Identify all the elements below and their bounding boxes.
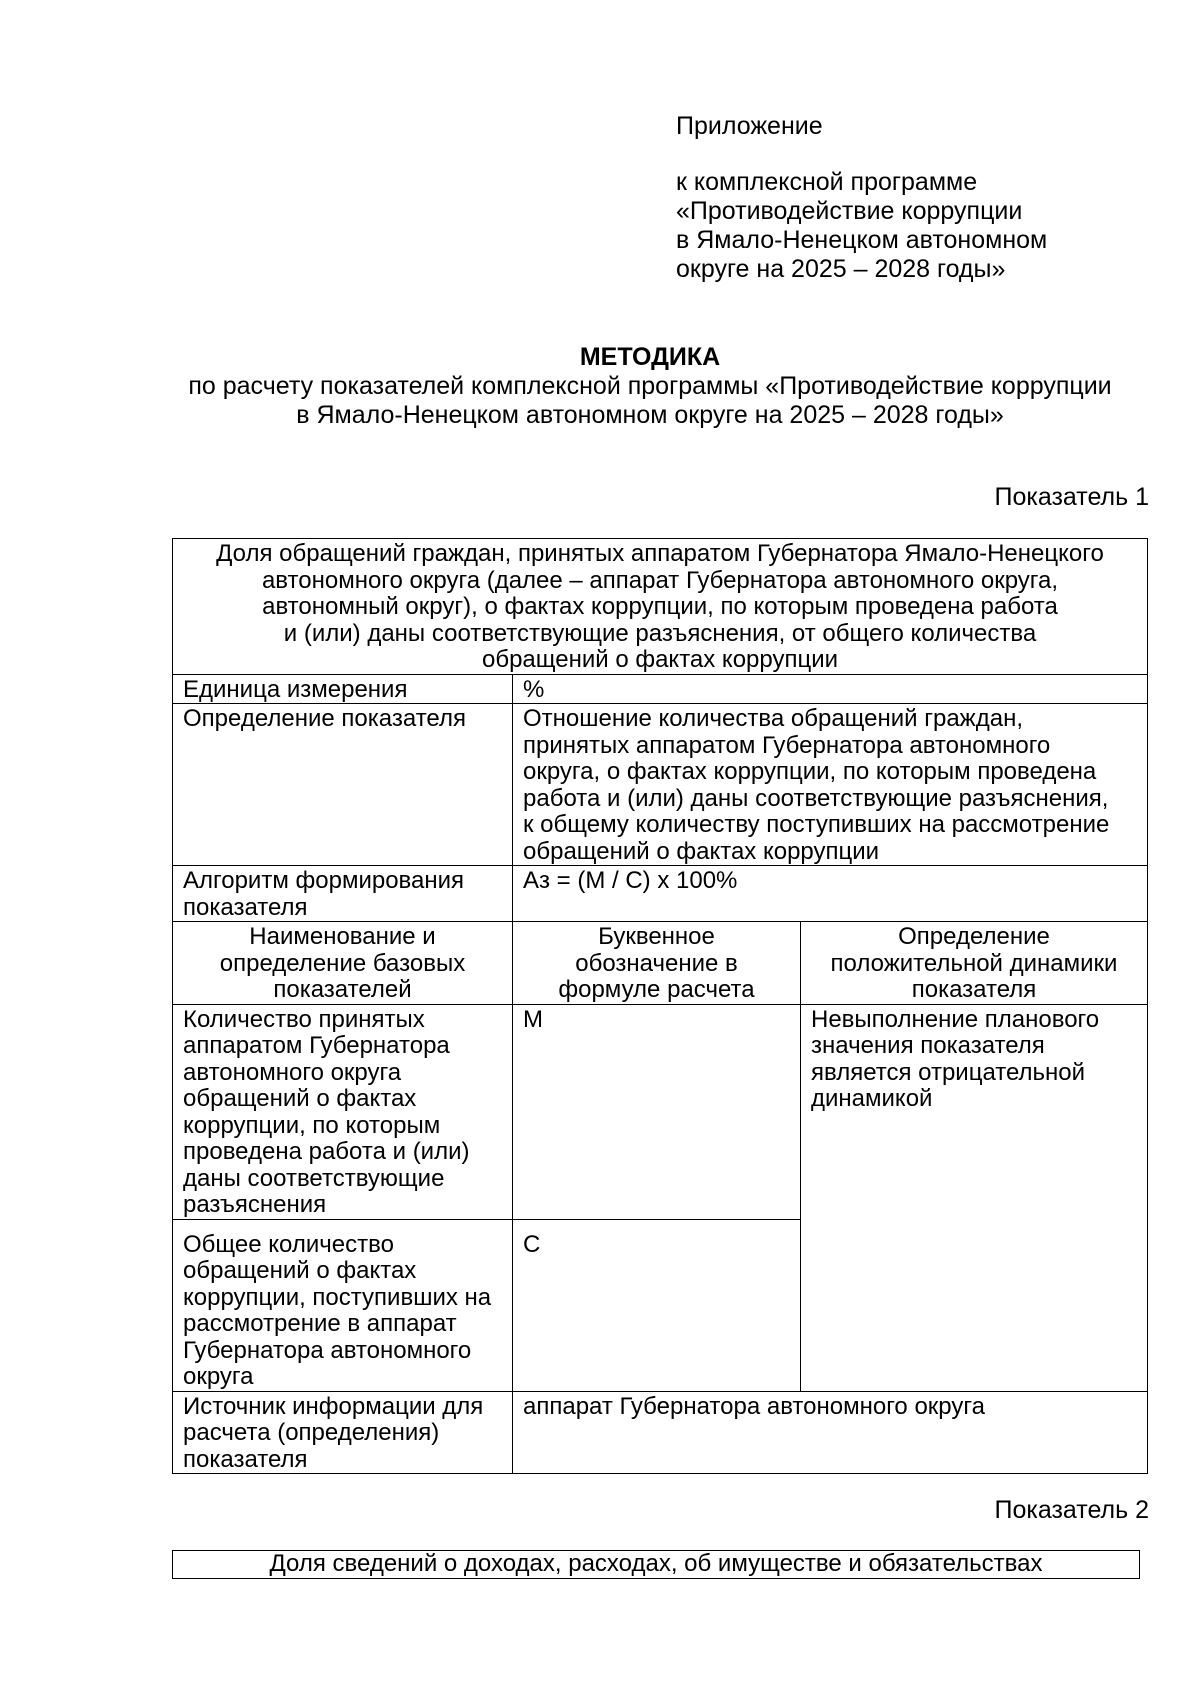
definition-line: обращений о фактах коррупции <box>523 837 880 865</box>
table-row <box>173 1551 1140 1579</box>
definition-line: округа, о фактах коррупции, по которым проведена <box>523 758 1097 785</box>
algorithm-label-line: Алгоритм формирования <box>183 867 465 894</box>
table-row <box>173 1391 1148 1474</box>
header-line: определение базовых <box>219 949 466 977</box>
unit-label-cell: Единица измерения <box>173 674 513 704</box>
base-name-line: коррупции, по которым <box>183 1111 441 1139</box>
base-name-line: даны соответствующие <box>183 1164 445 1192</box>
source-label-line: Источник информации для <box>183 1392 484 1420</box>
definition-label-cell: Определение показателя <box>173 704 513 866</box>
base-name-line: Общее количество <box>183 1230 394 1258</box>
unit-value-cell: % <box>513 674 1148 704</box>
dynamics-line: Невыполнение планового <box>811 1005 1100 1033</box>
page-subtitle-line: по расчету показателей комплексной программы «Противодействие коррупции <box>188 372 1112 400</box>
source-label-line: показателя <box>183 1445 308 1473</box>
definition-line: принятых аппаратом Губернатора автономного <box>523 731 1051 759</box>
indicator-1-label: Показатель 1 <box>994 483 1149 511</box>
indicator-name-line: автономного округа (далее – аппарат Губернатора автономного округа, <box>261 566 1059 594</box>
indicator-2-name: Доля сведений о доходах, расходах, об имуществе и обязательствах <box>173 1551 1140 1579</box>
table-row <box>173 539 1148 675</box>
base-name-line: округа <box>183 1363 254 1390</box>
indicator-1-name <box>173 539 1148 675</box>
definition-line: Отношение количества обращений граждан, <box>523 705 1024 732</box>
base-indicator-name-cell <box>173 1004 513 1219</box>
dynamics-line: является отрицательной <box>811 1058 1086 1086</box>
indicator-name-line: обращений о фактах коррупции <box>481 646 839 673</box>
base-name-line: аппаратом Губернатора <box>183 1032 450 1059</box>
definition-value-cell <box>513 704 1148 866</box>
appendix-line: к комплексной программе <box>676 168 978 196</box>
indicator-1-table <box>172 538 1148 1474</box>
indicator-name-line: и (или) даны соответствующие разъяснения, от общего количества <box>283 619 1037 647</box>
algorithm-formula-cell: Аз = (М / С) х 100% <box>513 866 1148 922</box>
base-indicator-symbol-cell: С <box>513 1219 801 1391</box>
appendix-line: округе на 2025 – 2028 годы» <box>676 255 1006 283</box>
table-row <box>173 866 1148 922</box>
base-indicator-symbol-cell: М <box>513 1004 801 1219</box>
base-name-line: рассмотрение в аппарат <box>183 1310 457 1337</box>
base-header-symbol <box>513 922 801 1005</box>
dynamics-line: значения показателя <box>811 1032 1045 1059</box>
table-row <box>173 1004 1148 1219</box>
table-row <box>173 674 1148 704</box>
base-name-line: Количество принятых <box>183 1005 425 1033</box>
appendix-line: «Противодействие коррупции <box>676 197 1023 225</box>
document-heading <box>150 343 1150 430</box>
header-line: показателя <box>911 976 1037 1003</box>
indicator-2-table <box>172 1550 1140 1579</box>
appendix-line: в Ямало-Ненецком автономном <box>676 226 1048 254</box>
header-line: показателей <box>273 976 412 1003</box>
page-title: МЕТОДИКА <box>579 343 721 371</box>
base-name-line: проведена работа и (или) <box>183 1138 470 1165</box>
source-label-line: расчета (определения) <box>183 1419 440 1446</box>
dynamics-line: динамикой <box>811 1085 933 1112</box>
base-header-dynamics <box>801 922 1148 1005</box>
indicator-name-line: автономный округ), о фактах коррупции, по которым проведена работа <box>262 593 1058 620</box>
indicator-name-line: Доля обращений граждан, принятых аппаратом Губернатора Ямало-Ненецкого <box>216 540 1104 567</box>
base-indicator-name-cell <box>173 1219 513 1391</box>
appendix-label: Приложение <box>676 112 823 140</box>
header-line: формуле расчета <box>558 976 755 1003</box>
base-name-line: обращений о фактах <box>183 1085 417 1112</box>
header-line: положительной динамики <box>830 949 1118 977</box>
header-line: Буквенное <box>598 923 715 950</box>
definition-line: к общему количеству поступивших на рассмотрение <box>523 811 1110 838</box>
header-line: обозначение в <box>575 949 738 977</box>
indicator-2-label: Показатель 2 <box>994 1496 1149 1524</box>
dynamics-cell <box>801 1004 1148 1391</box>
algorithm-label-cell <box>173 866 513 922</box>
base-name-line: коррупции, поступивших на <box>183 1283 492 1311</box>
algorithm-label-line: показателя <box>183 893 308 921</box>
page-subtitle-line: в Ямало-Ненецком автономном округе на 2025 – 2028 годы» <box>296 401 1004 429</box>
table-row <box>173 704 1148 866</box>
base-header-name <box>173 922 513 1005</box>
base-name-line: разъяснения <box>183 1191 327 1218</box>
base-name-line: обращений о фактах <box>183 1257 417 1284</box>
table-header-row <box>173 922 1148 1005</box>
base-name-line: автономного округа <box>183 1058 402 1086</box>
header-line: Наименование и <box>249 923 436 950</box>
source-label-cell <box>173 1391 513 1474</box>
definition-line: работа и (или) даны соответствующие разъяснения, <box>523 784 1109 812</box>
appendix-block <box>676 112 1116 284</box>
header-line: Определение <box>898 923 1050 950</box>
source-value-cell: аппарат Губернатора автономного округа <box>513 1391 1148 1474</box>
base-name-line: Губернатора автономного <box>183 1336 472 1364</box>
